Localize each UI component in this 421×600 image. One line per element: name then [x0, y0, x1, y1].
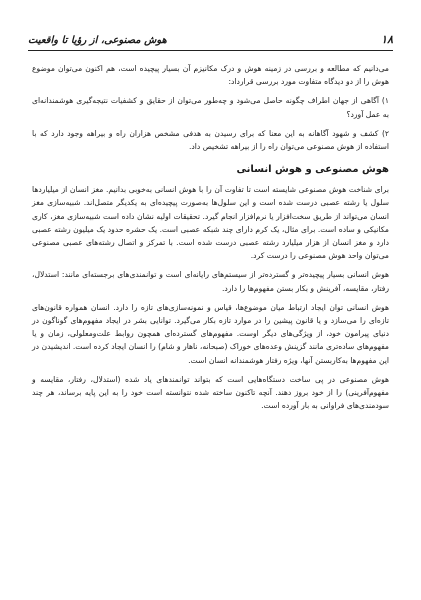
paragraph-1: برای شناخت هوش مصنوعی شایسته است تا تفاوت آن را با هوش انسانی به‌خوبی بدانیم. مغز انسان از میلیاردها سلول یا رشته عصبی درست شده است و این سلول‌ها به‌صورت پیچیده‌ای به یکدیگر متصل‌اند. شبیه‌سازی مغز انسان می‌تواند از طریق سخت‌افزار یا نرم‌افزار انجام گیرد. تحقیقات اولیه نشان داده است شبیه‌سازی مغز، کاری مکانیکی و ساده است. برای مثال، یک کرم دارای چند شبکه عصبی است. یک حشره حدود یک میلیون رشته عصبی دارد و مغز انسان از هزار میلیارد رشته عصبی درست شده است. با تمرکز و اتصال رشته‌های عصبی مصنوعی می‌توان واحد هوش مصنوعی را درست کرد. [32, 185, 389, 261]
list-item-1: ۱) آگاهی از جهان اطراف چگونه حاصل می‌شود و چه‌طور می‌توان از حقایق و کشفیات نتیجه‌گیری هوشمندانه‌ای به عمل آورد؟ [32, 96, 389, 119]
list-item-2: ۲) کشف و شهود آگاهانه به این معنا که برای رسیدن به هدفی مشخص هزاران راه و بیراهه وجود دارد که با استفاده از هوش مصنوعی می‌توان راه را از بیراهه تشخیص داد. [32, 128, 389, 152]
section-heading: هوش مصنوعی و هوش انسانی [236, 164, 389, 176]
paragraph-4: هوش مصنوعی در پی ساخت دستگاه‌هایی است که بتواند توانمندهای یاد شده (استدلال، رفتار، مقایسه و مفهوم‌آفرینی) را از خود بروز دهند. آنچه تاکنون ساخته شده نتوانسته است خود را به این پایه برساند، هر چند سودمندی‌های فراوانی به بار آورده است. [32, 374, 389, 411]
paragraph-3: هوش انسانی توان ایجاد ارتباط میان موضوع‌ها، قیاس و نمونه‌سازی‌های تازه را دارد. انسان همواره قانون‌های تازه‌ای را می‌سازد و یا قانون پیشین را در موارد تازه بکار می‌گیرد. توانایی بشر در ایجاد مفهوم‌های گوناگون در دنیای پیرامون خود، از ویژگی‌های دیگر اوست. مفهوم‌های گسترده‌ای همچون روابط علت‌ومعلولی، زمان و یا مفهوم‌های ساده‌تری مانند گزینش وعده‌های خوراک (صبحانه، ناهار و شام) را انسان ایجاد کرده است. اندیشیدن در این مفهوم‌ها به‌کاربستن آنها، ویژه رفتار هوشمندانه انسان است. [32, 302, 389, 365]
page-number: ۱۸ [381, 33, 393, 46]
intro-paragraph: می‌دانیم که مطالعه و بررسی در زمینه هوش و درک مکانیزم آن بسیار پیچیده است، هم اکنون می‌توان موضوع هوش را از دو دیدگاه متفاوت مورد بررسی قرارداد: [32, 64, 389, 87]
running-title: هوش مصنوعی، از رؤیا تا واقعیت [28, 35, 167, 46]
page-body [32, 62, 389, 580]
page-header [28, 26, 393, 51]
paragraph-2: هوش انسانی بسیار پیچیده‌تر و گسترده‌تر از سیستم‌های رایانه‌ای است و توانمندی‌های برجسته‌ای مانند: استدلال، رفتار، مقایسه، آفرینش و بکار بستن مفهوم‌ها را دارد. [32, 270, 389, 293]
